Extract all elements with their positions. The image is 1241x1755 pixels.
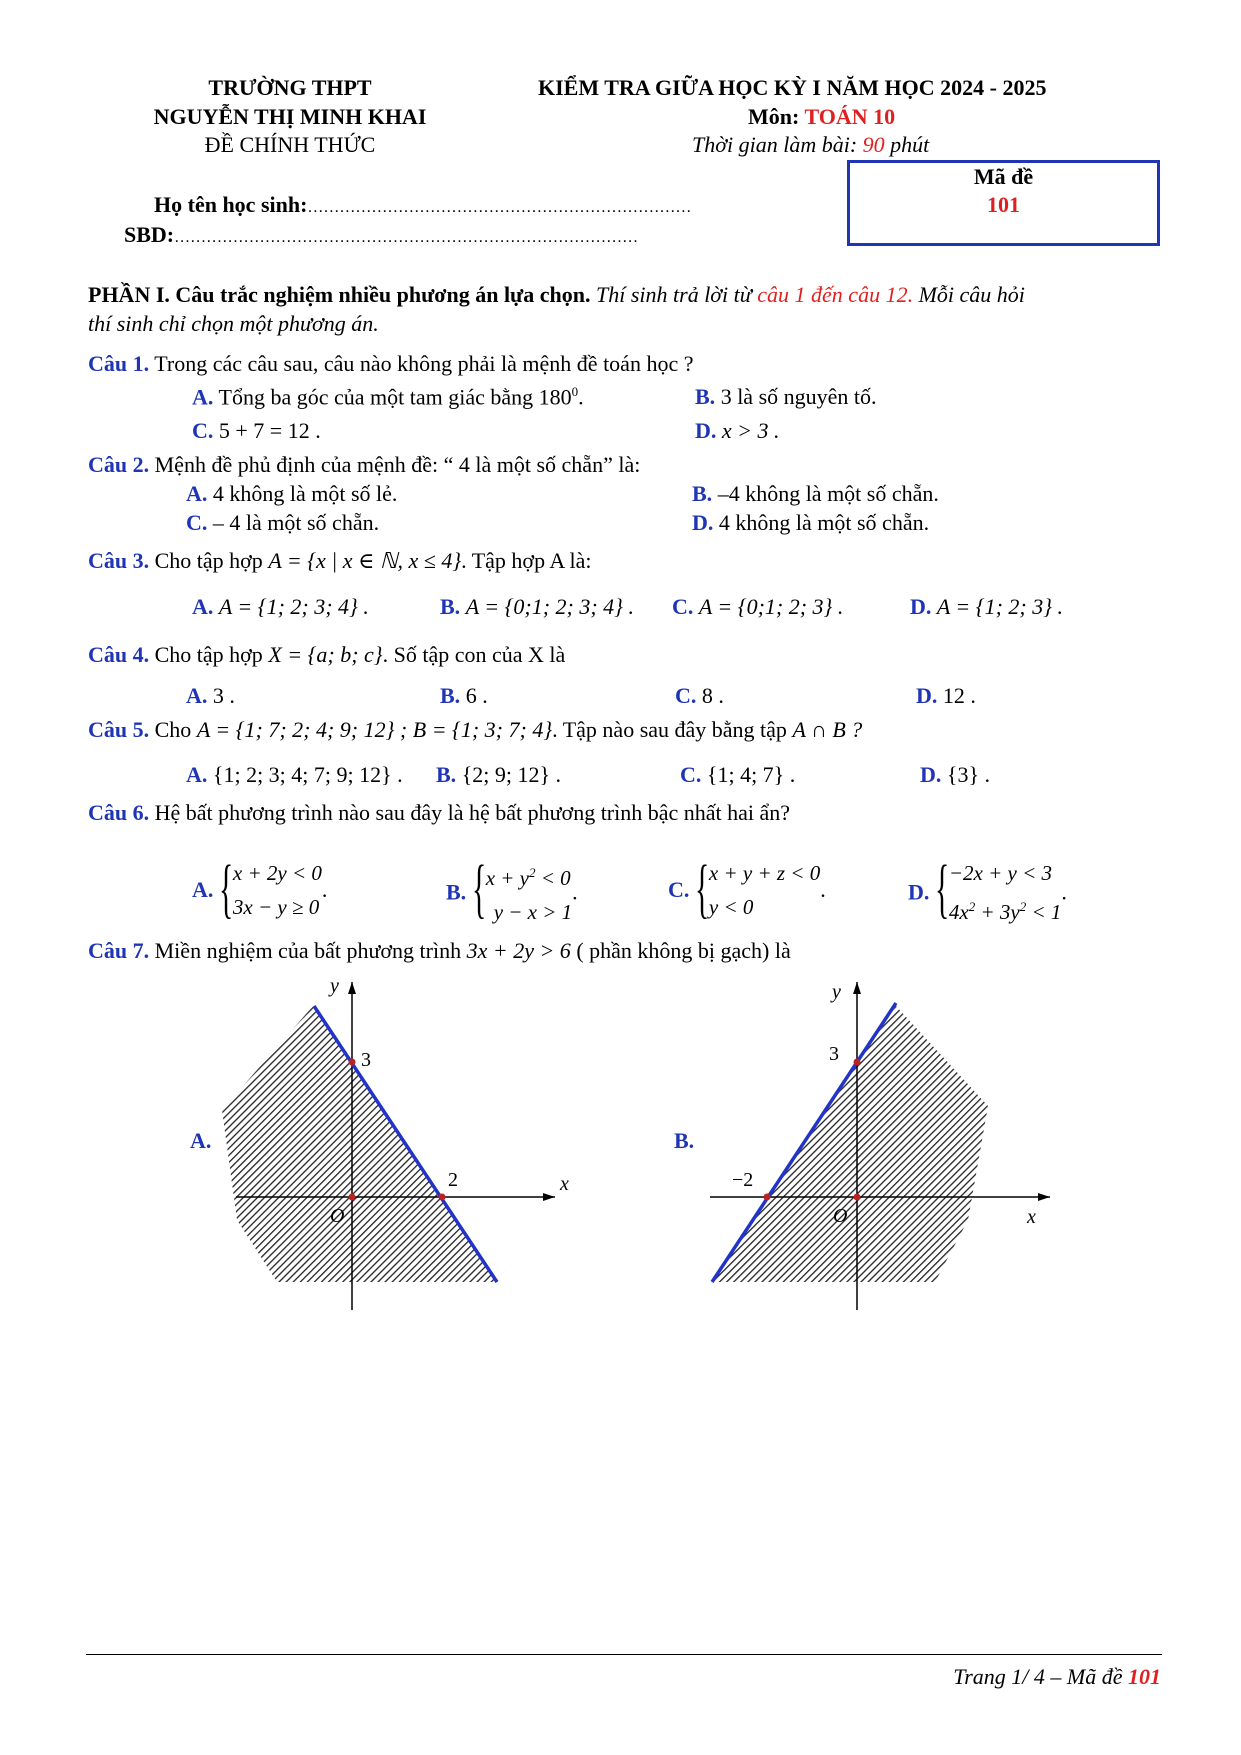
- x-axis-arrow-icon: [543, 1193, 555, 1201]
- q2-option-d: [692, 510, 929, 536]
- q2-text: Mệnh đề phủ định của mệnh đề: “ 4 là một số chẵn” là:: [154, 452, 641, 477]
- q4-text-a: Cho tập hợp: [154, 642, 263, 667]
- q5-expr: A ∩ B ?: [792, 717, 863, 742]
- option-letter: A.: [192, 594, 214, 619]
- option-letter: B.: [440, 683, 461, 708]
- system-line: [486, 856, 572, 895]
- q1-label: Câu 1.: [88, 351, 150, 376]
- question-1: [88, 351, 693, 377]
- option-letter: A.: [186, 683, 208, 708]
- part1-heading: [88, 282, 1025, 308]
- part1-instr-b: Mỗi câu hỏi: [918, 282, 1025, 307]
- system-line: x + 2y < 0: [232, 861, 322, 885]
- footer: [953, 1664, 1161, 1690]
- q3-text-a: Cho tập hợp: [154, 548, 263, 573]
- q6-option-a: [192, 852, 328, 925]
- exponent: 2: [968, 899, 976, 914]
- x-label: x: [1027, 1206, 1036, 1228]
- q3-option-b: [440, 594, 634, 620]
- q6-option-d: [908, 852, 1067, 929]
- graph-b: [670, 970, 1070, 1320]
- option-letter: D.: [916, 683, 938, 708]
- subject-value: TOÁN 10: [804, 104, 896, 129]
- system-c: [694, 852, 821, 925]
- time-line: [692, 132, 929, 158]
- expr-part: < 1: [1026, 900, 1062, 924]
- q6-label: Câu 6.: [88, 800, 150, 825]
- exam-code-value: 101: [987, 192, 1020, 217]
- option-letter: D.: [692, 510, 714, 535]
- q3-option-c: [672, 594, 843, 620]
- q1-option-c: [192, 418, 321, 444]
- option-sup: 0: [571, 384, 579, 399]
- option-letter: A.: [186, 481, 208, 506]
- option-text: x > 3 .: [721, 418, 780, 443]
- q2-label: Câu 2.: [88, 452, 150, 477]
- footer-code: 101: [1128, 1664, 1161, 1689]
- question-7: [88, 938, 791, 964]
- q3-text-b: . Tập hợp A là:: [461, 548, 592, 573]
- option-text: 3 .: [212, 683, 235, 708]
- hatched-region-b: [713, 1006, 988, 1282]
- q1-option-b: [695, 384, 877, 410]
- expr-part: < 0: [535, 866, 571, 890]
- x-intercept-point: [764, 1194, 771, 1201]
- option-letter: B.: [446, 879, 467, 905]
- q2-option-b: [692, 481, 939, 507]
- q5-option-c: [680, 762, 795, 788]
- q4-option-c: [675, 683, 724, 709]
- origin-point: [854, 1194, 861, 1201]
- option-letter: C.: [668, 877, 690, 902]
- system-line: [949, 890, 1062, 929]
- hatched-region-a: [222, 1006, 498, 1282]
- question-2: [88, 452, 640, 478]
- q5-label: Câu 5.: [88, 717, 150, 742]
- option-text: {3} .: [946, 762, 991, 787]
- y-intercept-point: [854, 1059, 861, 1066]
- q4-set: X = {a; b; c}: [268, 642, 383, 667]
- option-letter: C.: [672, 594, 694, 619]
- school-line1: TRƯỜNG THPT: [208, 75, 372, 100]
- option-text: {2; 9; 12} .: [461, 762, 562, 787]
- student-name-label: Họ tên học sinh:: [154, 192, 308, 217]
- student-name-dots: ………………………………………………………………: [307, 199, 692, 216]
- q2-option-c: [186, 510, 379, 536]
- option-letter: A.: [186, 762, 208, 787]
- question-4: [88, 642, 565, 668]
- option-text: 12 .: [942, 683, 976, 708]
- sbd-label: SBD:: [124, 222, 175, 247]
- option-letter: D.: [908, 879, 930, 905]
- graph-a-label: A.: [190, 1128, 212, 1153]
- origin-label: O: [833, 1205, 848, 1227]
- exam-code-label: Mã đề: [973, 164, 1034, 189]
- q1-option-d: [695, 418, 780, 444]
- question-3: [88, 548, 592, 574]
- q6-option-b: [446, 852, 578, 929]
- system-line: y < 0: [708, 895, 754, 919]
- option-text: – 4 là một số chẵn.: [212, 510, 380, 535]
- option-letter: C.: [675, 683, 697, 708]
- option-text: 4 không là một số chẵn.: [718, 510, 930, 535]
- expr-part: + 3y: [975, 900, 1020, 924]
- graph-b-label: B.: [674, 1128, 695, 1153]
- option-letter: A.: [192, 877, 214, 902]
- option-text: A = {0;1; 2; 3; 4} .: [465, 594, 634, 619]
- period: .: [820, 877, 826, 902]
- subject-line: [748, 104, 895, 130]
- period: .: [321, 877, 328, 902]
- option-letter: A.: [192, 384, 214, 410]
- option-letter: D.: [920, 762, 942, 787]
- system-line: y − x > 1: [493, 900, 573, 924]
- option-letter: C.: [192, 418, 214, 443]
- origin-point: [349, 1194, 356, 1201]
- x-axis-arrow-icon: [1038, 1193, 1050, 1201]
- option-letter: B.: [440, 594, 461, 619]
- y-axis-arrow-icon: [853, 982, 861, 994]
- system-line: −2x + y < 3: [948, 861, 1053, 885]
- y-tick-label: 3: [361, 1049, 371, 1071]
- expr-part: x + y: [485, 866, 529, 890]
- system-a: [218, 852, 322, 925]
- q7-inequality: 3x + 2y > 6: [466, 938, 571, 963]
- time-prefix: Thời gian làm bài:: [692, 132, 858, 157]
- x-tick-label: 2: [448, 1169, 458, 1191]
- q1-option-a: [192, 384, 584, 410]
- q5-sets: A = {1; 7; 2; 4; 9; 12} ; B = {1; 3; 7; 4}: [196, 717, 553, 742]
- student-name-line: [154, 192, 691, 218]
- brace-icon: {: [218, 852, 234, 925]
- option-text: 6 .: [465, 683, 488, 708]
- option-text: 3 là số nguyên tố.: [720, 384, 877, 409]
- part1-instr-a: Thí sinh trả lời từ: [596, 282, 752, 307]
- q4-label: Câu 4.: [88, 642, 150, 667]
- school-line2: NGUYỄN THỊ MINH KHAI: [153, 104, 427, 129]
- question-6: [88, 800, 790, 826]
- q3-option-a: [192, 594, 369, 620]
- q5-option-b: [436, 762, 561, 788]
- time-unit: phút: [890, 132, 930, 157]
- x-tick-label: −2: [732, 1169, 754, 1191]
- option-letter: C.: [680, 762, 702, 787]
- exponent: 2: [529, 865, 536, 880]
- brace-icon: {: [471, 852, 486, 925]
- system-line: 3x − y ≥ 0: [232, 895, 320, 919]
- y-intercept-point: [349, 1059, 356, 1066]
- option-letter: C.: [186, 510, 208, 535]
- q4-text-b: . Số tập con của X là: [382, 642, 566, 667]
- y-tick-label: 3: [829, 1043, 839, 1065]
- q5-text-a: Cho: [154, 717, 192, 742]
- footer-divider: [86, 1654, 1162, 1655]
- option-text: {1; 2; 3; 4; 7; 9; 12} .: [212, 762, 403, 787]
- period: .: [572, 879, 578, 905]
- system-line: x + y + z < 0: [708, 861, 821, 885]
- brace-icon: {: [694, 852, 710, 925]
- origin-label: O: [330, 1205, 345, 1227]
- q7-label: Câu 7.: [88, 938, 150, 963]
- subject-label: Môn:: [748, 104, 800, 129]
- q5-option-a: [186, 762, 403, 788]
- option-text: A = {0;1; 2; 3} .: [698, 594, 844, 619]
- q2-option-a: [186, 481, 397, 507]
- system-b: [471, 852, 573, 929]
- option-letter: B.: [692, 481, 713, 506]
- exam-title: KIỂM TRA GIỮA HỌC KỲ I NĂM HỌC 2024 - 2025: [538, 75, 1047, 100]
- period: .: [1061, 879, 1067, 905]
- q5-option-d: [920, 762, 990, 788]
- option-text: –4 không là một số chẵn.: [717, 481, 939, 506]
- q1-text: Trong các câu sau, câu nào không phải là mệnh đề toán học ?: [154, 351, 694, 376]
- q3-option-d: [910, 594, 1063, 620]
- option-letter: D.: [910, 594, 932, 619]
- option-text: A = {1; 2; 3; 4} .: [218, 594, 369, 619]
- q7-text-a: Miền nghiệm của bất phương trình: [154, 938, 462, 963]
- part1-instr-line2: thí sinh chỉ chọn một phương án.: [88, 311, 379, 336]
- option-end: .: [578, 384, 584, 410]
- q3-set: A = {x | x ∈ ℕ, x ≤ 4}: [268, 548, 462, 573]
- option-letter: D.: [695, 418, 717, 443]
- option-text: 5 + 7 = 12 .: [218, 418, 321, 443]
- option-letter: B.: [436, 762, 457, 787]
- sbd-line: [124, 222, 638, 248]
- graph-a: [180, 970, 569, 1320]
- x-label: x: [560, 1173, 569, 1195]
- q3-label: Câu 3.: [88, 548, 150, 573]
- option-text: 4 không là một số lẻ.: [212, 481, 398, 506]
- expr-part: 4x: [948, 900, 969, 924]
- y-axis-arrow-icon: [348, 982, 356, 994]
- option-text: {1; 4; 7} .: [706, 762, 796, 787]
- q4-option-a: [186, 683, 235, 709]
- q4-option-d: [916, 683, 976, 709]
- y-label: y: [832, 981, 841, 1003]
- option-text: Tổng ba góc của một tam giác bằng 180: [218, 384, 572, 410]
- q4-option-b: [440, 683, 488, 709]
- part1-instr-red: câu 1 đến câu 12.: [757, 282, 914, 307]
- question-5: [88, 717, 862, 743]
- q7-text-b: ( phần không bị gạch) là: [576, 938, 791, 963]
- sbd-dots: ……………………………………………………………………………: [174, 229, 639, 246]
- system-d: [934, 852, 1062, 929]
- brace-icon: {: [934, 852, 950, 925]
- q6-text: Hệ bất phương trình nào sau đây là hệ bất phương trình bậc nhất hai ẩn?: [154, 800, 791, 825]
- x-intercept-point: [439, 1194, 446, 1201]
- option-text: 8 .: [701, 683, 724, 708]
- official-label: ĐỀ CHÍNH THỨC: [204, 132, 376, 157]
- q5-text-b: . Tập nào sau đây bằng tập: [552, 717, 787, 742]
- exponent: 2: [1019, 899, 1027, 914]
- footer-text: Trang 1/ 4 – Mã đề: [953, 1664, 1123, 1689]
- option-text: A = {1; 2; 3} .: [936, 594, 1064, 619]
- option-letter: B.: [695, 384, 716, 409]
- q6-option-c: [668, 852, 826, 925]
- part1-title: PHẦN I. Câu trắc nghiệm nhiều phương án lựa chọn.: [88, 282, 591, 307]
- y-label: y: [330, 975, 339, 997]
- time-value: 90: [862, 132, 885, 157]
